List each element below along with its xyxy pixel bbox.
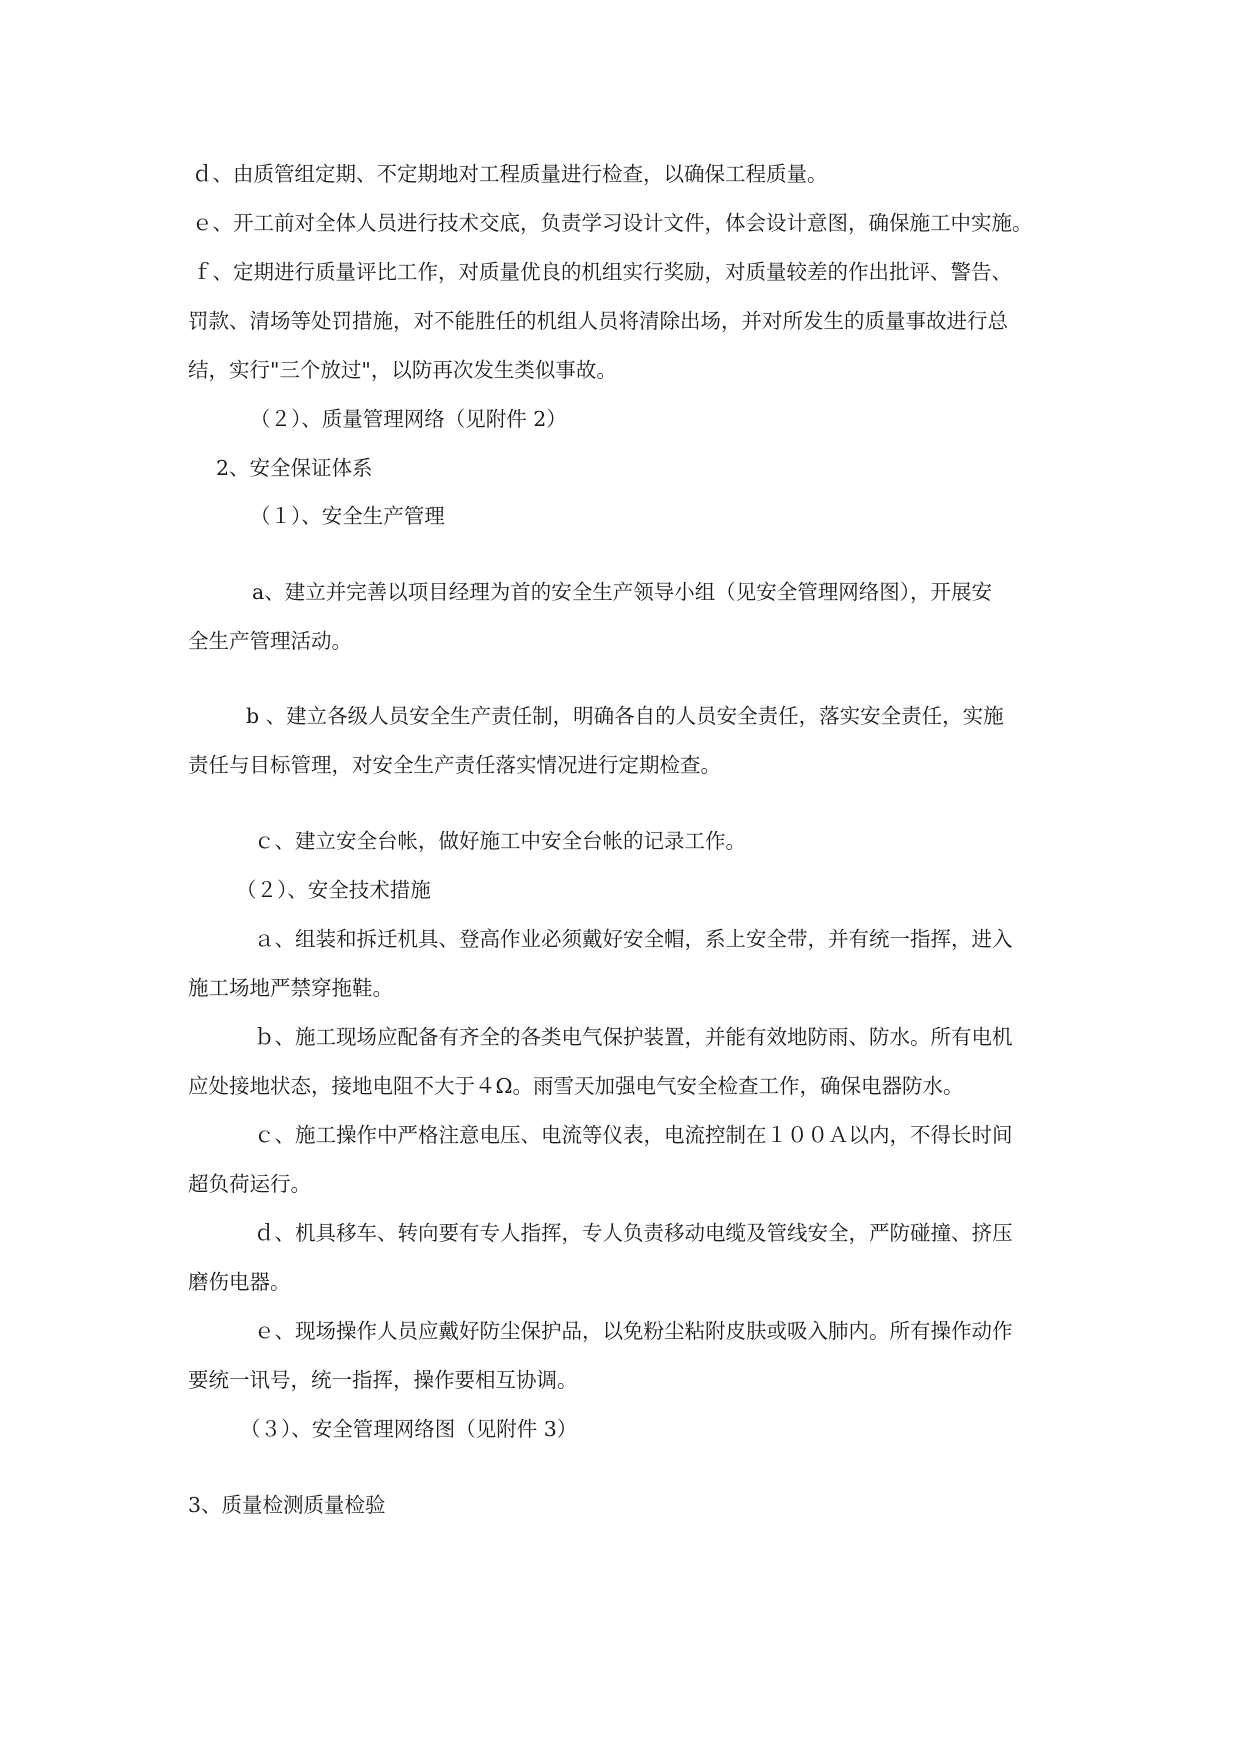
text-line: 应处接地状态，接地电阻不大于４Ω。雨雪天加强电气安全检查工作，确保电器防水。 — [188, 1074, 964, 1098]
text-line: 施工场地严禁穿拖鞋。 — [188, 976, 393, 1000]
subsection-heading: （２）、质量管理网络（见附件 2） — [250, 407, 567, 431]
subsection-heading: （１）、安全生产管理 — [250, 504, 445, 528]
text-line: ｄ、机具移车、转向要有专人指挥，专人负责移动电缆及管线安全，严防碰撞、挤压 — [254, 1221, 1013, 1245]
text-line: 要统一讯号，统一指挥，操作要相互协调。 — [188, 1368, 578, 1392]
text-line: ｃ、施工操作中严格注意电压、电流等仪表，电流控制在１００Ａ以内，不得长时间 — [254, 1123, 1013, 1147]
text-line: 磨伤电器。 — [188, 1270, 291, 1294]
text-line: b 、建立各级人员安全生产责任制，明确各自的人员安全责任，落实安全责任，实施 — [246, 704, 1004, 728]
text-line: 责任与目标管理，对安全生产责任落实情况进行定期检查。 — [188, 753, 721, 777]
section-heading: 2、安全保证体系 — [216, 456, 373, 480]
text-line: ｄ、由质管组定期、不定期地对工程质量进行检查，以确保工程质量。 — [192, 162, 828, 186]
text-line: 结，实行"三个放过"，以防再次发生类似事故。 — [188, 358, 617, 382]
section-heading: 3、质量检测质量检验 — [188, 1493, 386, 1517]
text-line: a、建立并完善以项目经理为首的安全生产领导小组（见安全管理网络图），开展安 — [252, 580, 992, 604]
text-line: ｅ、开工前对全体人员进行技术交底，负责学习设计文件，体会设计意图，确保施工中实施。 — [192, 211, 1033, 235]
text-line: 罚款、清场等处罚措施，对不能胜任的机组人员将清除出场，并对所发生的质量事故进行总 — [188, 309, 1008, 333]
subsection-heading: （３）、安全管理网络图（见附件 3） — [240, 1417, 578, 1441]
subsection-heading: （２）、安全技术措施 — [236, 878, 431, 902]
text-line: ｃ、建立安全台帐，做好施工中安全台帐的记录工作。 — [254, 829, 746, 853]
text-line: ａ、组装和拆迁机具、登高作业必须戴好安全帽，系上安全带，并有统一指挥，进入 — [254, 927, 1013, 951]
text-line: ｅ、现场操作人员应戴好防尘保护品，以免粉尘粘附皮肤或吸入肺内。所有操作动作 — [254, 1319, 1013, 1343]
text-line: ｂ、施工现场应配备有齐全的各类电气保护装置，并能有效地防雨、防水。所有电机 — [254, 1025, 1013, 1049]
text-line: 全生产管理活动。 — [188, 629, 352, 653]
text-line: 超负荷运行。 — [188, 1172, 311, 1196]
text-line: ｆ、定期进行质量评比工作，对质量优良的机组实行奖励，对质量较差的作出批评、警告、 — [192, 260, 1012, 284]
